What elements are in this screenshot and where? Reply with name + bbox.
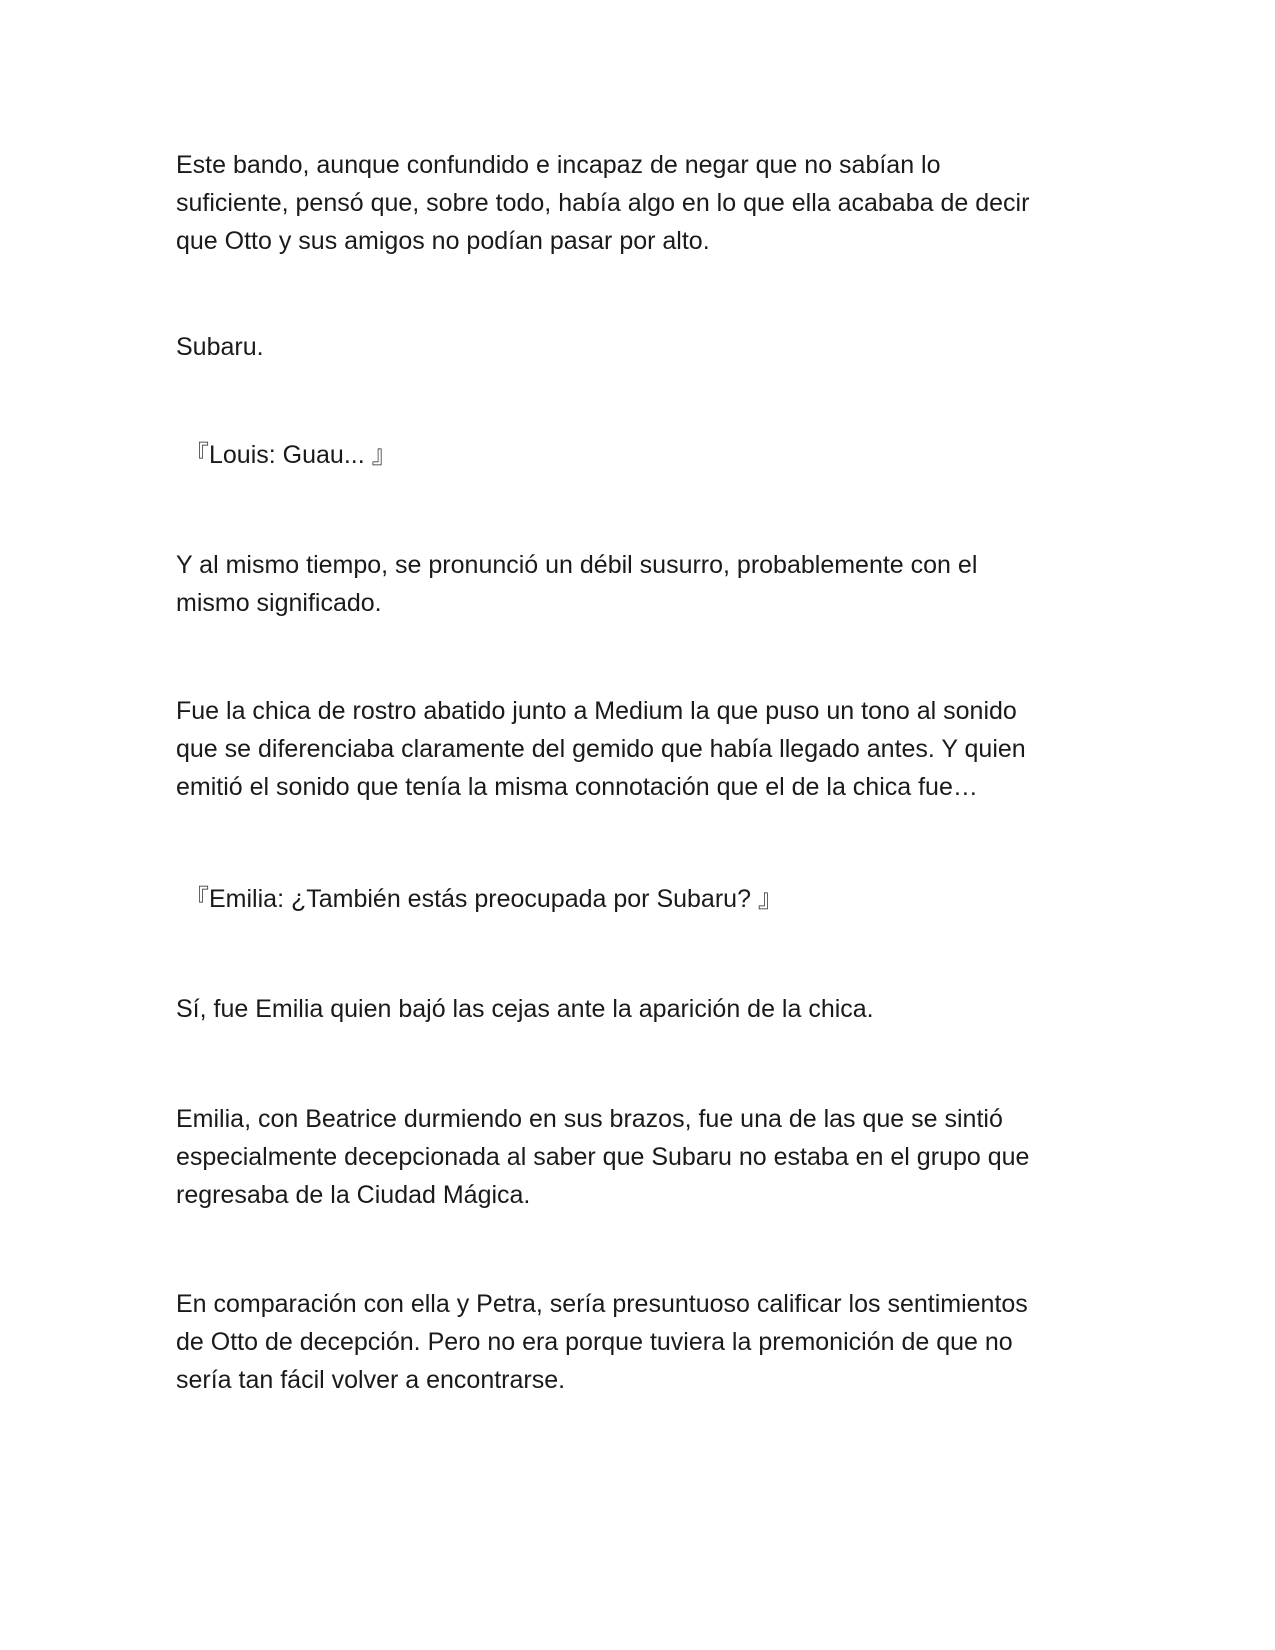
- paragraph-line: Sí, fue Emilia quien bajó las cejas ante la aparición de la chica.: [176, 995, 874, 1023]
- paragraph-line: suficiente, pensó que, sobre todo, había algo en lo que ella acababa de decir: [176, 189, 1030, 217]
- paragraph-6: [176, 1100, 1106, 1214]
- paragraph-3: [176, 546, 1106, 622]
- paragraph-line: regresaba de la Ciudad Mágica.: [176, 1181, 531, 1209]
- paragraph-5: [176, 990, 1106, 1028]
- paragraph-7: [176, 1285, 1106, 1399]
- paragraph-line: Emilia, con Beatrice durmiendo en sus brazos, fue una de las que se sintió: [176, 1105, 1003, 1133]
- dialogue-emilia: [184, 880, 1114, 918]
- dialogue-louis: [184, 436, 1114, 474]
- paragraph-line: especialmente decepcionada al saber que Subaru no estaba en el grupo que: [176, 1143, 1030, 1171]
- dialogue-line: 『Emilia: ¿También estás preocupada por Subaru? 』: [184, 885, 783, 913]
- paragraph-line: emitió el sonido que tenía la misma connotación que el de la chica fue…: [176, 773, 978, 801]
- paragraph-line: mismo significado.: [176, 589, 382, 617]
- paragraph-4: [176, 692, 1106, 806]
- paragraph-1: [176, 146, 1106, 260]
- paragraph-line: sería tan fácil volver a encontrarse.: [176, 1366, 566, 1394]
- paragraph-line: Y al mismo tiempo, se pronunció un débil susurro, probablemente con el: [176, 551, 978, 579]
- paragraph-line: que se diferenciaba claramente del gemido que había llegado antes. Y quien: [176, 735, 1026, 763]
- paragraph-line: que Otto y sus amigos no podían pasar por alto.: [176, 227, 710, 255]
- paragraph-line: En comparación con ella y Petra, sería presuntuoso calificar los sentimientos: [176, 1290, 1028, 1318]
- paragraph-2: [176, 328, 1106, 366]
- paragraph-line: de Otto de decepción. Pero no era porque tuviera la premonición de que no: [176, 1328, 1013, 1356]
- paragraph-line: Fue la chica de rostro abatido junto a Medium la que puso un tono al sonido: [176, 697, 1017, 725]
- dialogue-line: 『Louis: Guau... 』: [184, 441, 397, 469]
- paragraph-line: Subaru.: [176, 333, 264, 361]
- paragraph-line: Este bando, aunque confundido e incapaz de negar que no sabían lo: [176, 151, 941, 179]
